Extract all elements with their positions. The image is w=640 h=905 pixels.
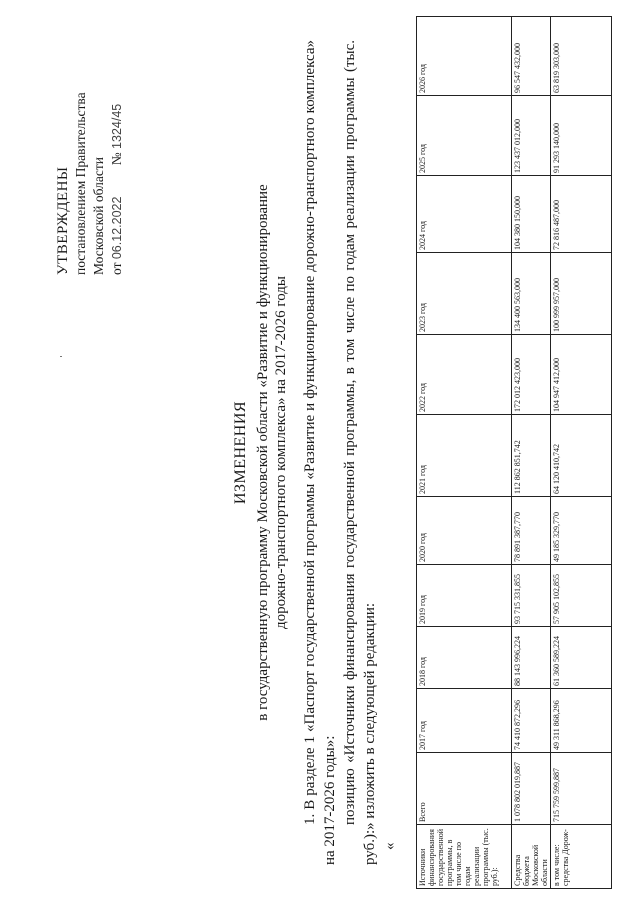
header-year: 2018 год xyxy=(417,627,512,689)
header-year: 2026 год xyxy=(417,17,512,96)
section-paragraph-2: позицию «Источники финансирования государственной программы, в том числе по годам реализации программы (тыс. руб.):» изложить в следующей редакции: xyxy=(342,40,378,865)
table-cell: 74 410 872,296 xyxy=(512,689,551,753)
table-cell: 123 437 012,000 xyxy=(512,96,551,176)
header-year: 2021 год xyxy=(417,415,512,497)
header-year: 2023 год xyxy=(417,253,512,335)
approval-stamp xyxy=(54,35,126,275)
header-year: 2017 год xyxy=(417,689,512,753)
title-main: ИЗМЕНЕНИЯ xyxy=(232,400,249,505)
table-cell: 104 380 150,000 xyxy=(512,176,551,253)
table-cell: 91 293 140,000 xyxy=(551,96,612,176)
header-total: Всего xyxy=(417,753,512,825)
row-total: 715 759 599,887 xyxy=(551,753,612,825)
table-cell: 64 120 410,742 xyxy=(551,415,612,497)
table-header-row xyxy=(417,17,512,889)
opening-quote: « xyxy=(382,842,398,850)
date-prefix: от xyxy=(109,262,124,275)
table-row xyxy=(512,17,551,889)
section-text xyxy=(300,40,400,865)
financing-table xyxy=(416,16,612,889)
table-cell: 49 185 329,770 xyxy=(551,497,612,565)
approval-heading: УТВЕРЖДЕНЫ xyxy=(55,166,71,275)
row-label: Средства бюджета Московской области xyxy=(512,825,551,889)
table-cell: 134 400 563,000 xyxy=(512,253,551,335)
table-cell: 93 715 331,855 xyxy=(512,565,551,627)
approval-date: 06.12.2022 xyxy=(110,196,124,260)
row-total: 1 078 802 019,887 xyxy=(512,753,551,825)
table-cell: 100 999 957,000 xyxy=(551,253,612,335)
document-title xyxy=(232,40,290,865)
section-paragraph-1: 1. В разделе 1 «Паспорт государственной программы «Развитие и функционирование дорожно-транспортного комплекса» на 2017-2026 годы»: xyxy=(302,40,338,865)
row-label: в том числе: средства Дорож- xyxy=(551,825,612,889)
header-year: 2025 год xyxy=(417,96,512,176)
header-year: 2019 год xyxy=(417,565,512,627)
header-year: 2020 год xyxy=(417,497,512,565)
table-cell: 78 891 387,770 xyxy=(512,497,551,565)
scan-speck xyxy=(60,356,62,357)
approval-date-line xyxy=(108,35,126,275)
approval-number: 1324/45 xyxy=(110,103,124,149)
title-line-2: дорожно-транспортного комплекса» на 2017-2026 годы xyxy=(273,276,289,629)
table-cell: 172 012 423,000 xyxy=(512,335,551,415)
table-cell: 112 862 851,742 xyxy=(512,415,551,497)
header-year: 2024 год xyxy=(417,176,512,253)
table-row xyxy=(551,17,612,889)
header-source: Источники финансирования государственной программы, в том числе по годам реализации программы (тыс. руб.): xyxy=(417,825,512,889)
table-cell: 63 819 303,000 xyxy=(551,17,612,96)
table-cell: 57 905 102,855 xyxy=(551,565,612,627)
header-year: 2022 год xyxy=(417,335,512,415)
table-cell: 88 143 996,224 xyxy=(512,627,551,689)
table-cell: 49 311 868,296 xyxy=(551,689,612,753)
number-prefix: № xyxy=(109,152,124,166)
approval-line-2: Московской области xyxy=(91,156,106,275)
table-cell: 72 816 487,000 xyxy=(551,176,612,253)
table-cell: 104 947 412,000 xyxy=(551,335,612,415)
approval-line-1: постановлением Правительства xyxy=(73,92,88,275)
table-cell: 61 360 589,224 xyxy=(551,627,612,689)
title-line-1: в государственную программу Московской области «Развитие и функционирование xyxy=(255,184,271,721)
table-cell: 96 547 432,000 xyxy=(512,17,551,96)
